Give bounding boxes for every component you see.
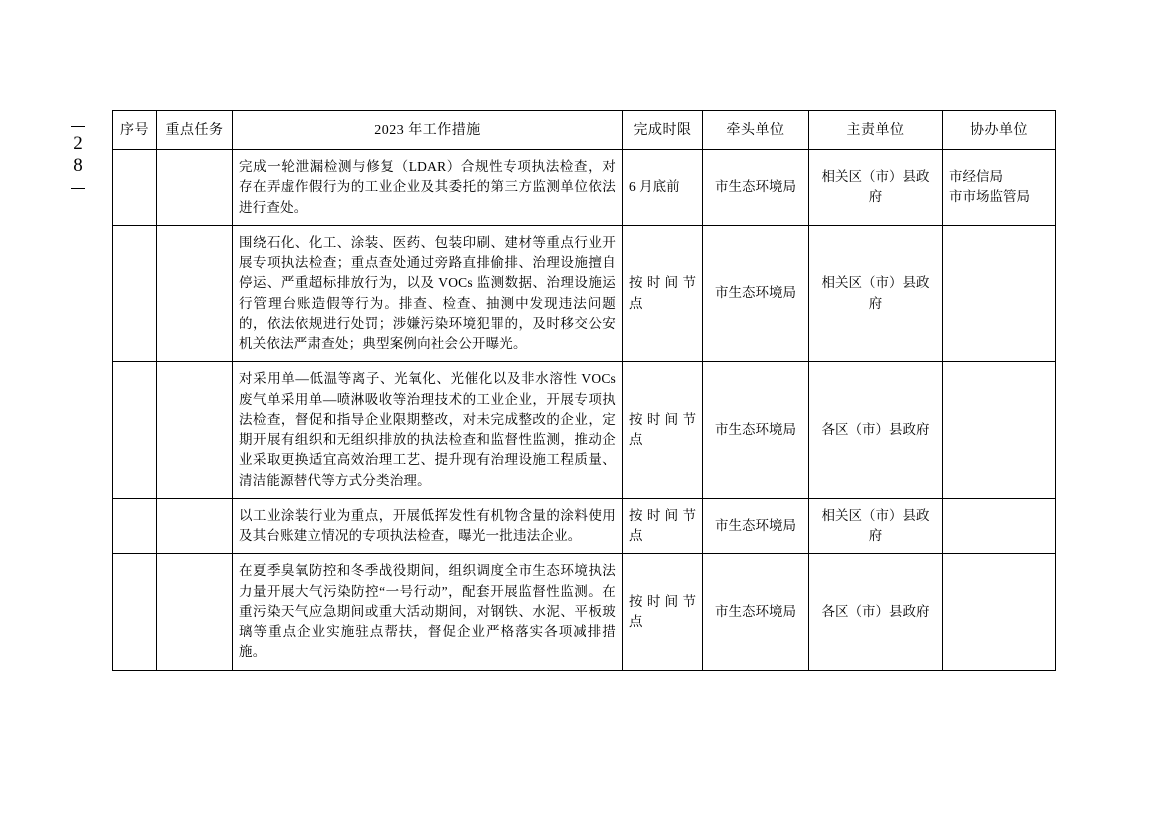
- cell-cooperating-unit: [943, 225, 1056, 362]
- table-row: [113, 554, 1056, 670]
- cell-responsible-unit: 相关区（市）县政府: [809, 498, 943, 554]
- page-number-dash-bottom: [71, 188, 85, 189]
- cell-lead-unit: 市生态环境局: [703, 498, 809, 554]
- cell-cooperating-unit: [943, 362, 1056, 499]
- cell-lead-unit: 市生态环境局: [703, 225, 809, 362]
- column-header-cooperating-unit: 协办单位: [943, 111, 1056, 150]
- table-row: [113, 498, 1056, 554]
- table-header-row: [113, 111, 1056, 150]
- column-header-responsible-unit: 主责单位: [809, 111, 943, 150]
- cell-seq: [113, 150, 157, 226]
- cell-cooperating-unit: [943, 554, 1056, 670]
- cell-responsible-unit: 相关区（市）县政府: [809, 225, 943, 362]
- cell-seq: [113, 498, 157, 554]
- cell-task: [157, 554, 233, 670]
- cell-responsible-unit: 各区（市）县政府: [809, 362, 943, 499]
- cell-lead-unit: 市生态环境局: [703, 554, 809, 670]
- cell-deadline: 按时间节点: [623, 498, 703, 554]
- cell-lead-unit: 市生态环境局: [703, 150, 809, 226]
- cell-seq: [113, 362, 157, 499]
- cell-measure: 以工业涂装行业为重点，开展低挥发性有机物含量的涂料使用及其台账建立情况的专项执法检查，曝光一批违法企业。: [233, 498, 623, 554]
- cell-measure: 对采用单—低温等离子、光氧化、光催化以及非水溶性 VOCs 废气单采用单—喷淋吸收等治理技术的工业企业，开展专项执法检查，督促和指导企业限期整改，对未完成整改的企业，定期开展有组织和无组织排放的执法检查和监督性监测，推动企业采取更换适宜高效治理工艺、提升现有治理设施工程质量、清洁能源替代等方式分类治理。: [233, 362, 623, 499]
- table-row: [113, 150, 1056, 226]
- cell-deadline: 按时间节点: [623, 362, 703, 499]
- cell-seq: [113, 225, 157, 362]
- table-row: [113, 362, 1056, 499]
- page-number: 28: [67, 133, 89, 177]
- cell-measure: 围绕石化、化工、涂装、医药、包装印刷、建材等重点行业开展专项执法检查；重点查处通过旁路直排偷排、治理设施擅自停运、严重超标排放行为，以及 VOCs 监测数据、治理设施运行管理台账造假等行为。排查、检查、抽测中发现违法问题的，依法依规进行处罚；涉嫌污染环境犯罪的，及时移交公安机关依法严肃查处；典型案例向社会公开曝光。: [233, 225, 623, 362]
- cell-responsible-unit: 各区（市）县政府: [809, 554, 943, 670]
- cell-lead-unit: 市生态环境局: [703, 362, 809, 499]
- cell-responsible-unit: 相关区（市）县政府: [809, 150, 943, 226]
- cell-measure: 完成一轮泄漏检测与修复（LDAR）合规性专项执法检查，对存在弄虚作假行为的工业企业及其委托的第三方监测单位依法进行查处。: [233, 150, 623, 226]
- cooperating-unit-line: 市市场监管局: [949, 189, 1030, 205]
- cell-cooperating-unit: [943, 150, 1056, 226]
- cell-seq: [113, 554, 157, 670]
- cell-cooperating-unit: [943, 498, 1056, 554]
- column-header-lead-unit: 牵头单位: [703, 111, 809, 150]
- cooperating-unit-line: 市经信局: [949, 169, 1003, 185]
- cell-task: [157, 498, 233, 554]
- cell-task: [157, 225, 233, 362]
- column-header-deadline: 完成时限: [623, 111, 703, 150]
- table-row: [113, 225, 1056, 362]
- page-number-container: [58, 120, 98, 195]
- work-measures-table: [112, 110, 1056, 671]
- column-header-task: 重点任务: [157, 111, 233, 150]
- cell-task: [157, 362, 233, 499]
- cell-measure: 在夏季臭氧防控和冬季战役期间，组织调度全市生态环境执法力量开展大气污染防控“一号行动”，配套开展监督性监测。在重污染天气应急期间或重大活动期间，对钢铁、水泥、平板玻璃等重点企业实施驻点帮扶，督促企业严格落实各项减排措施。: [233, 554, 623, 670]
- column-header-measure: 2023 年工作措施: [233, 111, 623, 150]
- page-number-dash-top: [71, 126, 85, 127]
- cell-task: [157, 150, 233, 226]
- cell-deadline: 按时间节点: [623, 554, 703, 670]
- cell-deadline: 按时间节点: [623, 225, 703, 362]
- column-header-seq: 序号: [113, 111, 157, 150]
- cell-deadline: 6 月底前: [623, 150, 703, 226]
